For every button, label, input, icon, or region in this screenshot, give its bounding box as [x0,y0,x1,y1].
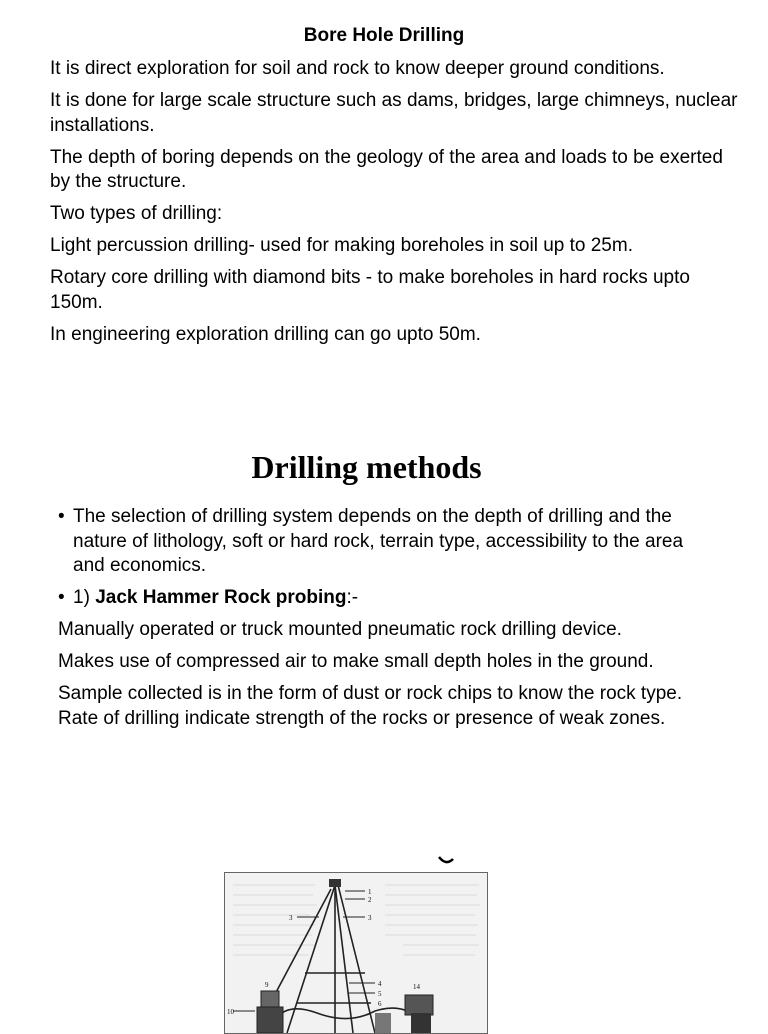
paragraph: Sample collected is in the form of dust or rock chips to know the rock type. Rate of drilling indicate strength of the rocks or presence of weak zones. [58,683,683,729]
paragraph: The depth of boring depends on the geology of the area and loads to be exerted by the structure. [50,146,723,192]
bullet-icon: • [58,587,65,608]
section1-body [50,57,740,355]
bullet-icon: • [58,506,65,527]
callout-label: 14 [413,983,420,991]
callout-label: 5 [378,990,382,998]
callout-label: 9 [265,981,269,989]
paragraph: Light percussion drilling- used for making boreholes in soil up to 25m. [50,235,633,256]
callout-label: 6 [378,1000,382,1008]
paragraph: It is direct exploration for soil and rock to know deeper ground conditions. [50,58,665,79]
callout-label: 4 [378,980,382,988]
bullet-text [73,586,718,611]
drilling-rig-figure [224,872,488,1034]
section1-title: Bore Hole Drilling [303,25,465,46]
section2-body [58,505,718,739]
callout-label: 10 [227,1008,234,1016]
paragraph: Manually operated or truck mounted pneumatic rock drilling device. [58,619,622,640]
paragraph: It is done for large scale structure such as dams, bridges, large chimneys, nuclear installations. [50,90,738,136]
bullet-item [58,505,718,579]
callout-label: 3 [368,914,372,922]
bullet-text: The selection of drilling system depends on the depth of drilling and the nature of lithology, soft or hard rock, terrain type, accessibility to the area and economics. [73,506,684,576]
callout-label: 1 [368,888,372,896]
callout-label: 2 [368,896,372,904]
bullet-item [58,586,718,611]
section2-title: Drilling methods [251,449,482,485]
paragraph: Two types of drilling: [50,203,223,224]
callout-label: 3 [289,914,293,922]
paragraph: Rotary core drilling with diamond bits - to make boreholes in hard rocks upto 150m. [50,267,690,313]
drilling-rig-diagram [225,873,487,1033]
figure-title-fragment [438,856,454,865]
method-name: Jack Hammer Rock probing [95,587,347,608]
paragraph: In engineering exploration drilling can go upto 50m. [50,323,481,345]
bullet-suffix: :- [346,587,359,608]
bullet-prefix: 1) [73,587,96,608]
paragraph: Makes use of compressed air to make small depth holes in the ground. [58,651,654,672]
